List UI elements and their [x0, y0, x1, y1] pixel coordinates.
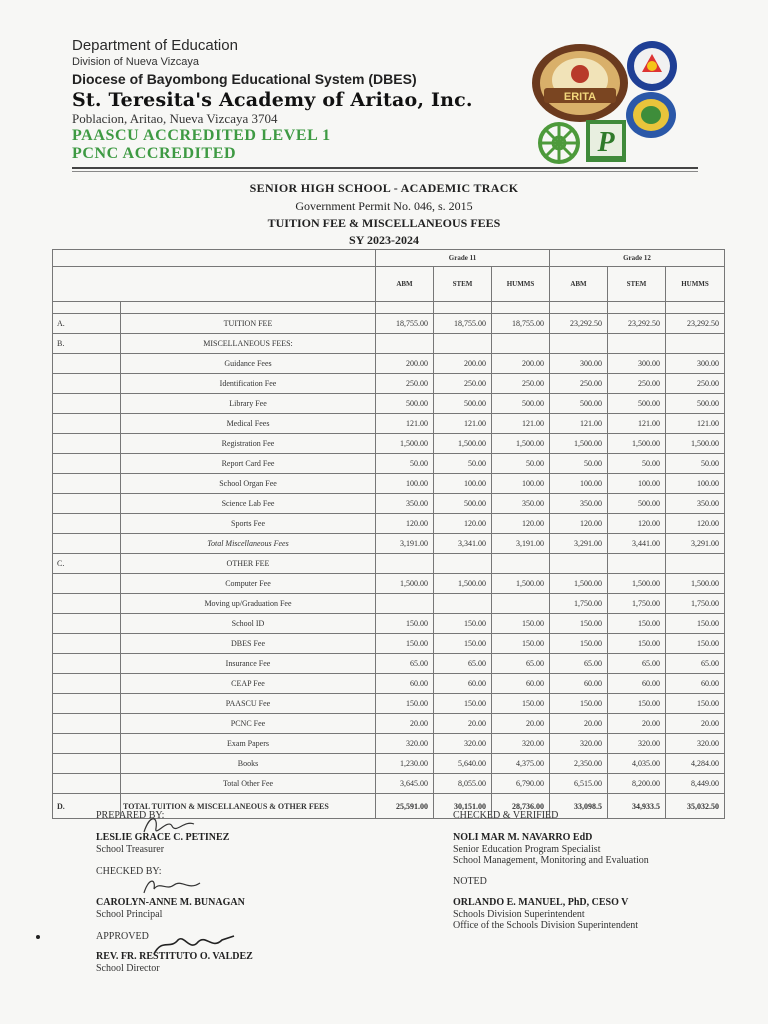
fee-amount: 150.00 [376, 694, 434, 714]
fee-amount: 350.00 [492, 494, 550, 514]
approved-signature [150, 930, 240, 960]
fee-amount: 500.00 [434, 494, 492, 514]
fee-label: Moving up/Graduation Fee [121, 594, 376, 614]
fee-amount: 150.00 [376, 634, 434, 654]
fee-row [53, 434, 725, 454]
fee-amount: 250.00 [376, 374, 434, 394]
fee-amount [376, 594, 434, 614]
fee-amount: 20.00 [666, 714, 725, 734]
fee-amount [492, 594, 550, 614]
fee-amount: 320.00 [492, 734, 550, 754]
fee-amount: 50.00 [492, 454, 550, 474]
school-name: St. Teresita's Academy of Aritao, Inc. [72, 89, 473, 111]
fee-amount: 60.00 [434, 674, 492, 694]
fee-amount: 3,191.00 [492, 534, 550, 554]
row-letter [53, 494, 121, 514]
fee-amount: 250.00 [434, 374, 492, 394]
strand-header: STEM [434, 267, 492, 302]
fee-amount: 120.00 [608, 514, 666, 534]
fee-row [53, 314, 725, 334]
fee-amount: 121.00 [550, 414, 608, 434]
checked-name: CAROLYN-ANNE M. BUNAGAN [96, 897, 245, 908]
fee-amount: 300.00 [666, 354, 725, 374]
department-name: Department of Education [72, 37, 238, 54]
fee-amount: 6,515.00 [550, 774, 608, 794]
fee-amount: 121.00 [492, 414, 550, 434]
fee-amount: 8,200.00 [608, 774, 666, 794]
fee-amount: 100.00 [492, 474, 550, 494]
fee-amount: 60.00 [492, 674, 550, 694]
checked-label: CHECKED BY: [96, 866, 162, 877]
fee-amount: 50.00 [550, 454, 608, 474]
fee-amount: 18,755.00 [376, 314, 434, 334]
fee-row [53, 774, 725, 794]
noted-role: Schools Division Superintendent [453, 909, 585, 920]
fee-amount: 350.00 [666, 494, 725, 514]
fee-amount: 100.00 [666, 474, 725, 494]
strand-header: HUMMS [492, 267, 550, 302]
fee-amount [608, 554, 666, 574]
fee-amount: 28,736.00 [492, 794, 550, 819]
fee-amount: 23,292.50 [608, 314, 666, 334]
fee-label: Insurance Fee [121, 654, 376, 674]
school-seal-logo [530, 42, 630, 124]
fee-amount: 250.00 [608, 374, 666, 394]
prepared-role: School Treasurer [96, 844, 165, 855]
row-letter [53, 354, 121, 374]
fee-amount: 120.00 [492, 514, 550, 534]
document-title-block [0, 181, 768, 248]
fee-amount: 500.00 [492, 394, 550, 414]
checked-role: School Principal [96, 909, 163, 920]
fee-amount: 20.00 [376, 714, 434, 734]
fee-label: CEAP Fee [121, 674, 376, 694]
fee-amount: 50.00 [666, 454, 725, 474]
fee-amount: 1,500.00 [434, 434, 492, 454]
fee-amount: 50.00 [376, 454, 434, 474]
fee-amount: 1,500.00 [492, 574, 550, 594]
fee-amount: 1,500.00 [492, 434, 550, 454]
fee-amount: 120.00 [666, 514, 725, 534]
row-letter [53, 634, 121, 654]
fee-amount: 4,375.00 [492, 754, 550, 774]
fee-label: TUITION FEE [121, 314, 376, 334]
fee-amount: 20.00 [550, 714, 608, 734]
strand-header: ABM [550, 267, 608, 302]
fee-label: Report Card Fee [121, 454, 376, 474]
fee-amount: 65.00 [376, 654, 434, 674]
fee-amount: 250.00 [666, 374, 725, 394]
fee-amount: 150.00 [492, 634, 550, 654]
fee-amount: 20.00 [434, 714, 492, 734]
fee-amount: 150.00 [608, 614, 666, 634]
deped-seal-logo [626, 40, 678, 92]
fee-amount: 300.00 [550, 354, 608, 374]
fee-amount: 35,032.50 [666, 794, 725, 819]
fee-label: PAASCU Fee [121, 694, 376, 714]
fee-row [53, 514, 725, 534]
fee-label: School Organ Fee [121, 474, 376, 494]
fee-label: Library Fee [121, 394, 376, 414]
fee-amount [666, 334, 725, 354]
fee-amount [608, 334, 666, 354]
fee-amount: 20.00 [608, 714, 666, 734]
fee-label: Books [121, 754, 376, 774]
blank-header-cell [53, 267, 376, 302]
strand-header: HUMMS [666, 267, 725, 302]
fee-amount: 150.00 [550, 614, 608, 634]
pcnc-mark-text: P [597, 127, 615, 158]
fee-amount: 500.00 [376, 394, 434, 414]
pcnc-logo [586, 120, 626, 162]
row-letter [53, 574, 121, 594]
fee-amount: 250.00 [550, 374, 608, 394]
fee-row [53, 634, 725, 654]
fee-amount: 120.00 [376, 514, 434, 534]
fee-amount: 4,035.00 [608, 754, 666, 774]
fee-amount: 320.00 [666, 734, 725, 754]
fee-amount: 60.00 [550, 674, 608, 694]
fee-amount: 150.00 [434, 694, 492, 714]
fee-amount: 1,500.00 [550, 434, 608, 454]
fee-amount: 18,755.00 [492, 314, 550, 334]
fee-row [53, 474, 725, 494]
prepared-signature [140, 812, 200, 840]
fee-label: OTHER FEE [121, 554, 376, 574]
fee-amount: 23,292.50 [550, 314, 608, 334]
school-address: Poblacion, Aritao, Nueva Vizcaya 3704 [72, 111, 278, 126]
grade-header-row [53, 250, 725, 267]
row-letter [53, 394, 121, 414]
fee-label: MISCELLANEOUS FEES: [121, 334, 376, 354]
fee-row [53, 754, 725, 774]
fee-amount: 65.00 [666, 654, 725, 674]
fee-amount: 500.00 [550, 394, 608, 414]
noted-name: ORLANDO E. MANUEL, PhD, CESO V [453, 897, 629, 908]
fee-amount: 150.00 [550, 694, 608, 714]
fee-amount: 150.00 [376, 614, 434, 634]
row-letter [53, 454, 121, 474]
approved-name: REV. FR. RESTITUTO O. VALDEZ [96, 951, 253, 962]
fee-row [53, 454, 725, 474]
fee-amount [376, 554, 434, 574]
fee-amount: 1,500.00 [550, 574, 608, 594]
fee-row [53, 694, 725, 714]
fee-row [53, 334, 725, 354]
fee-amount: 3,291.00 [666, 534, 725, 554]
row-letter: C. [53, 554, 121, 574]
fee-amount [492, 554, 550, 574]
strand-header: ABM [376, 267, 434, 302]
verified-label: CHECKED & VERIFIED [453, 810, 559, 821]
fee-amount: 121.00 [376, 414, 434, 434]
noted-label: NOTED [453, 876, 487, 887]
fee-label: Medical Fees [121, 414, 376, 434]
row-letter [53, 474, 121, 494]
strand-header: STEM [608, 267, 666, 302]
noted-office: Office of the Schools Division Superintendent [453, 920, 639, 931]
row-letter [53, 614, 121, 634]
strand-header-row [53, 267, 725, 302]
row-letter [53, 514, 121, 534]
row-letter: D. [53, 794, 121, 819]
fee-amount: 3,341.00 [434, 534, 492, 554]
fee-row [53, 394, 725, 414]
fee-amount: 1,500.00 [666, 434, 725, 454]
fee-amount: 500.00 [434, 394, 492, 414]
fee-amount: 150.00 [492, 614, 550, 634]
approved-role: School Director [96, 963, 160, 974]
fee-amount: 121.00 [666, 414, 725, 434]
fee-amount: 50.00 [608, 454, 666, 474]
verified-office: School Management, Monitoring and Evaluation [453, 855, 649, 866]
fee-amount: 120.00 [434, 514, 492, 534]
bullet-mark [36, 935, 40, 939]
grade11-header: Grade 11 [376, 250, 550, 267]
fee-row [53, 374, 725, 394]
row-letter [53, 594, 121, 614]
fee-amount: 65.00 [608, 654, 666, 674]
fee-amount: 350.00 [550, 494, 608, 514]
fee-amount: 120.00 [550, 514, 608, 534]
fee-amount: 320.00 [608, 734, 666, 754]
row-letter: B. [53, 334, 121, 354]
fee-amount: 2,350.00 [550, 754, 608, 774]
fee-amount: 20.00 [492, 714, 550, 734]
fee-amount: 3,191.00 [376, 534, 434, 554]
fee-amount: 30,151.00 [434, 794, 492, 819]
fee-row [53, 354, 725, 374]
fee-label: Science Lab Fee [121, 494, 376, 514]
approved-label: APPROVED [96, 931, 149, 942]
fee-amount: 65.00 [550, 654, 608, 674]
school-year: SY 2023-2024 [349, 233, 419, 247]
fee-amount: 100.00 [434, 474, 492, 494]
fee-amount: 250.00 [492, 374, 550, 394]
fee-table [52, 249, 725, 819]
row-letter [53, 734, 121, 754]
fee-amount: 100.00 [376, 474, 434, 494]
fee-amount: 6,790.00 [492, 774, 550, 794]
fee-title: TUITION FEE & MISCELLANEOUS FEES [267, 216, 501, 230]
fee-row [53, 574, 725, 594]
fee-amount: 300.00 [608, 354, 666, 374]
fee-amount [434, 334, 492, 354]
fee-label: Exam Papers [121, 734, 376, 754]
division-name: Division of Nueva Vizcaya [72, 56, 199, 68]
fee-amount [492, 334, 550, 354]
fee-label: School ID [121, 614, 376, 634]
fee-label: Guidance Fees [121, 354, 376, 374]
fee-amount: 33,098.5 [550, 794, 608, 819]
fee-label: Registration Fee [121, 434, 376, 454]
fee-amount: 100.00 [608, 474, 666, 494]
fee-amount [666, 554, 725, 574]
prepared-label: PREPARED BY: [96, 810, 165, 821]
header-rule [72, 167, 698, 169]
fee-amount: 50.00 [434, 454, 492, 474]
fee-amount: 3,291.00 [550, 534, 608, 554]
row-letter [53, 534, 121, 554]
row-letter: A. [53, 314, 121, 334]
fee-amount: 150.00 [608, 694, 666, 714]
spacer-row [53, 302, 725, 314]
fee-amount: 150.00 [666, 694, 725, 714]
fee-row [53, 614, 725, 634]
checked-signature [140, 875, 212, 899]
header-rule [72, 171, 698, 172]
fee-amount: 1,750.00 [666, 594, 725, 614]
fee-amount: 8,449.00 [666, 774, 725, 794]
fee-amount [434, 554, 492, 574]
fee-amount: 3,645.00 [376, 774, 434, 794]
fee-amount: 320.00 [376, 734, 434, 754]
fee-amount: 18,755.00 [434, 314, 492, 334]
fee-row [53, 494, 725, 514]
fee-amount: 60.00 [666, 674, 725, 694]
fee-amount: 150.00 [434, 614, 492, 634]
fee-amount: 150.00 [492, 694, 550, 714]
fee-amount [376, 334, 434, 354]
fee-amount: 1,500.00 [434, 574, 492, 594]
fee-amount: 150.00 [434, 634, 492, 654]
blank-header-cell [53, 250, 376, 267]
fee-amount: 150.00 [550, 634, 608, 654]
fee-amount: 350.00 [376, 494, 434, 514]
fee-amount: 121.00 [608, 414, 666, 434]
fee-amount: 1,750.00 [608, 594, 666, 614]
fee-amount [550, 334, 608, 354]
fee-amount: 5,640.00 [434, 754, 492, 774]
fee-amount: 500.00 [608, 494, 666, 514]
fee-amount: 200.00 [434, 354, 492, 374]
fee-label: TOTAL TUITION & MISCELLANEOUS & OTHER FEES [121, 794, 376, 819]
fee-row [53, 674, 725, 694]
fee-amount: 320.00 [434, 734, 492, 754]
fee-amount: 4,284.00 [666, 754, 725, 774]
fee-amount: 121.00 [434, 414, 492, 434]
row-letter [53, 374, 121, 394]
fee-amount: 1,500.00 [376, 434, 434, 454]
fee-row [53, 554, 725, 574]
fee-amount: 320.00 [550, 734, 608, 754]
row-letter [53, 674, 121, 694]
fee-amount: 60.00 [608, 674, 666, 694]
row-letter [53, 414, 121, 434]
row-letter [53, 694, 121, 714]
fee-amount: 500.00 [666, 394, 725, 414]
fee-amount: 200.00 [376, 354, 434, 374]
diocese-name: Diocese of Bayombong Educational System (DBES) [72, 71, 417, 87]
seal-text: ERITA [563, 91, 597, 103]
fee-label: Total Miscellaneous Fees [121, 534, 376, 554]
fee-row [53, 654, 725, 674]
fee-amount: 60.00 [376, 674, 434, 694]
row-letter [53, 654, 121, 674]
fee-row [53, 534, 725, 554]
row-letter [53, 434, 121, 454]
row-letter [53, 714, 121, 734]
track-title: SENIOR HIGH SCHOOL - ACADEMIC TRACK [249, 181, 519, 195]
fee-label: Identification Fee [121, 374, 376, 394]
fee-label: Total Other Fee [121, 774, 376, 794]
grade12-header: Grade 12 [550, 250, 725, 267]
fee-amount: 150.00 [666, 614, 725, 634]
fee-amount: 500.00 [608, 394, 666, 414]
fee-amount: 65.00 [492, 654, 550, 674]
fee-label: PCNC Fee [121, 714, 376, 734]
fee-amount: 1,500.00 [376, 574, 434, 594]
fee-label: Sports Fee [121, 514, 376, 534]
pcnc-accreditation: PCNC ACCREDITED [72, 145, 237, 162]
fee-amount: 1,750.00 [550, 594, 608, 614]
row-letter [53, 774, 121, 794]
fee-amount: 8,055.00 [434, 774, 492, 794]
fee-amount: 200.00 [492, 354, 550, 374]
fee-label: DBES Fee [121, 634, 376, 654]
fee-amount: 1,500.00 [608, 574, 666, 594]
fee-amount: 65.00 [434, 654, 492, 674]
fee-amount: 1,500.00 [608, 434, 666, 454]
prepared-name: LESLIE GRACE C. PETINEZ [96, 832, 230, 843]
fee-amount: 23,292.50 [666, 314, 725, 334]
fee-amount: 34,933.5 [608, 794, 666, 819]
dbes-wheel-logo [534, 121, 584, 165]
fee-amount: 25,591.00 [376, 794, 434, 819]
fee-row [53, 414, 725, 434]
fee-amount: 100.00 [550, 474, 608, 494]
division-seal-logo [625, 91, 677, 139]
fee-row [53, 734, 725, 754]
fee-amount [550, 554, 608, 574]
fee-amount: 3,441.00 [608, 534, 666, 554]
fee-amount: 1,230.00 [376, 754, 434, 774]
fee-amount [434, 594, 492, 614]
fee-amount: 150.00 [608, 634, 666, 654]
verified-role: Senior Education Program Specialist [453, 844, 601, 855]
fee-label: Computer Fee [121, 574, 376, 594]
row-letter [53, 754, 121, 774]
fee-amount: 1,500.00 [666, 574, 725, 594]
permit-number: Government Permit No. 046, s. 2015 [295, 199, 473, 213]
fee-amount: 150.00 [666, 634, 725, 654]
paascu-accreditation: PAASCU ACCREDITED LEVEL 1 [72, 127, 331, 144]
verified-name: NOLI MAR M. NAVARRO EdD [453, 832, 593, 843]
fee-row [53, 594, 725, 614]
fee-row [53, 714, 725, 734]
